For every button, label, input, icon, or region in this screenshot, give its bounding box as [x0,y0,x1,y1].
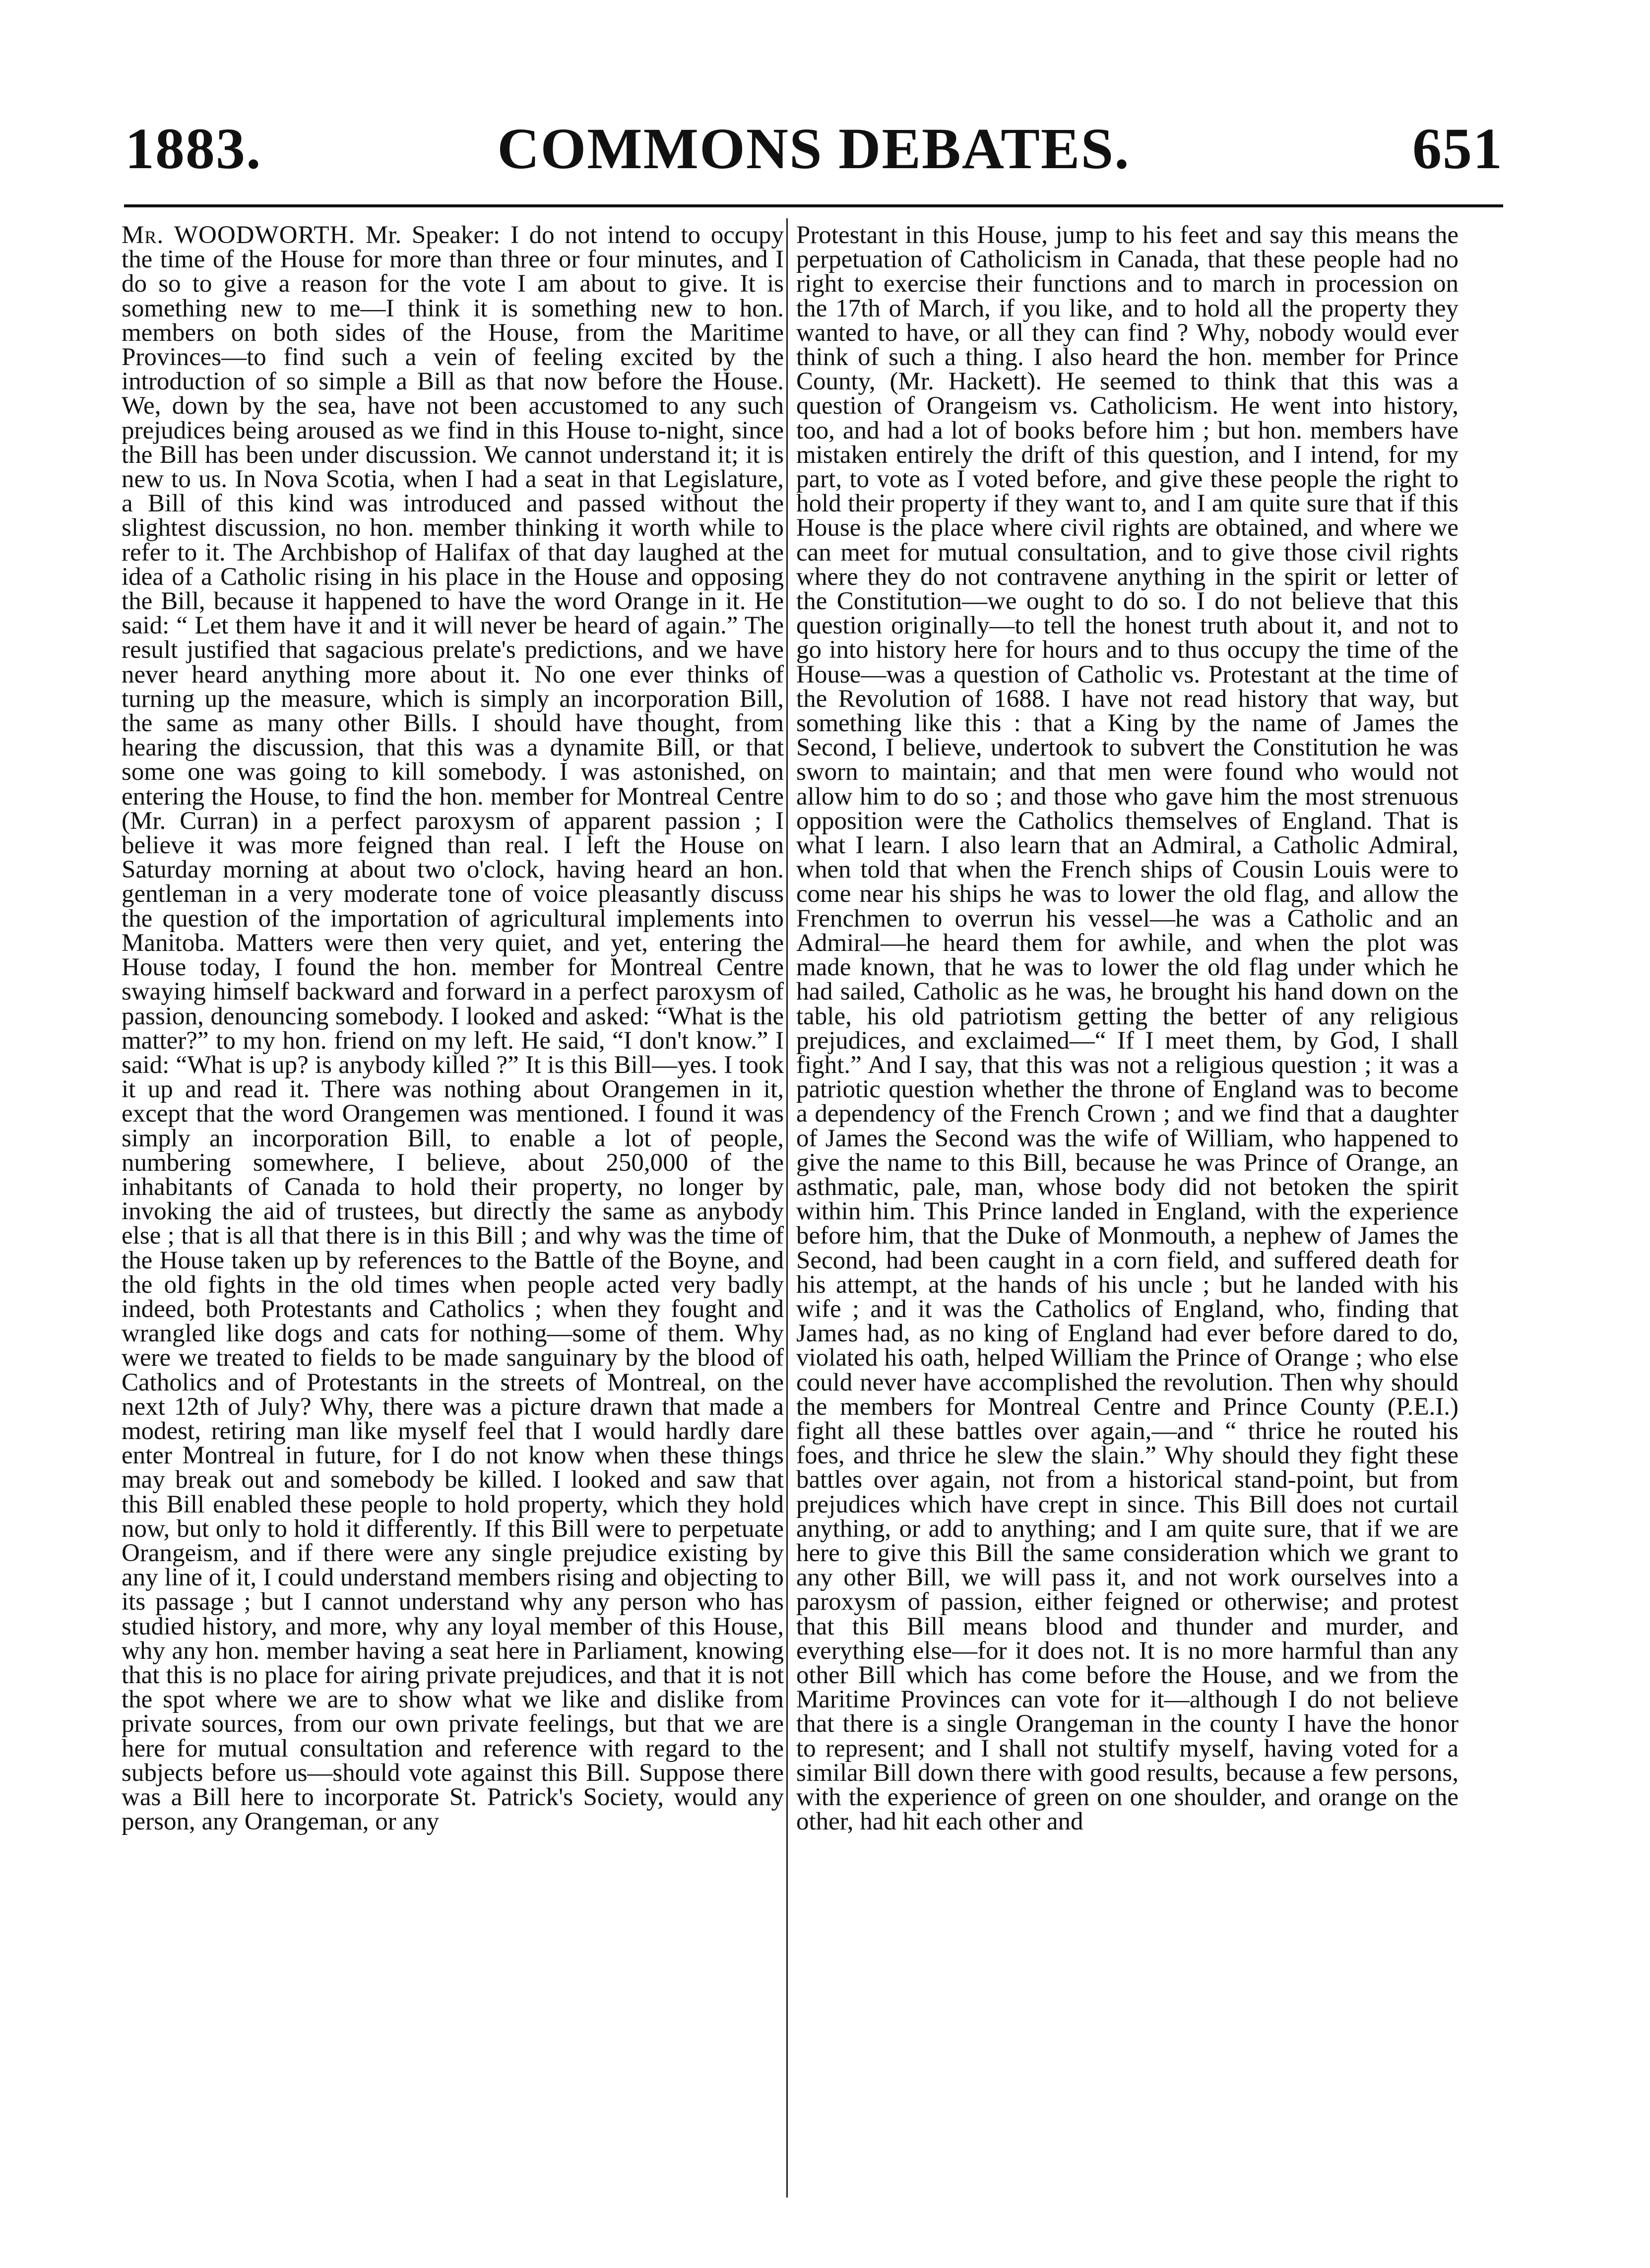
speech-continuation: Protestant in this House, jump to his feet and say this means the perpetuation of Catholicism in Canada, that these people had no right to exercise their functions and to march in procession on the 17th of March, if you like, and to hold all the property they wanted to have, or all they can find ? Why, nobody would ever think of such a thing. I also heard the hon. member for Prince County, (Mr. Hackett). He seemed to think that this was a question of Orangeism vs. Catholicism. He went into history, too, and had a lot of books before him ; but hon. members have mistaken entirely the drift of this question, and I intend, for my part, to vote as I voted before, and give these people the right to hold their property if they want to, and I am quite sure that if this House is the place where civil rights are obtained, and where we can meet for mutual consultation, and to give those civil rights where they do not contravene anything in the spirit or letter of the Constitution—we ought to do so. I do not believe that this question originally—to tell the honest truth about it, and not to go into history here for hours and to thus occupy the time of the House—was a question of Catholic vs. Protestant at the time of the Revolution of 1688. I have not read history that way, but something like this : that a King by the name of James the Second, I believe, undertook to subvert the Constitution he was sworn to maintain; and that men were found who would not allow him to do so ; and those who gave him the most strenuous opposition were the Catholics themselves of England. That is what I learn. I also learn that an Admiral, a Catholic Admiral, when told that when the French ships of Cousin Louis were to come near his ships he was to lower the old flag, and allow the Frenchmen to overrun his vessel—he was a Catholic and an Admiral—he heard them for awhile, and when the plot was made known, that he was to lower the old flag under which he had sailed, Catholic as he was, he brought his hand down on the table, his old patriotism getting the better of any religious prejudices, and exclaimed—“ If I meet them, by God, I shall fight.” And I say, that this was not a religious question ; it was a patriotic question whether the throne of England was to become a dependency of the French Crown ; and we find that a daughter of James the Second was the wife of William, who happened to give the name to this Bill, because he was Prince of Orange, an asthmatic, pale, man, whose body did not betoken the spirit within him. This Prince landed in England, with the experience before him, that the Duke of Monmouth, a nephew of James the Second, had been caught in a corn field, and suffered death for his attempt, at the hands of his uncle ; but he landed with his wife ; and it was the Catholics of England, who, finding that James had, as no king of England had ever before dared to do, violated his oath, helped William the Prince of Orange ; who else could never have accomplished the revolution. Then why should the members for Montreal Centre and Prince County (P.E.I.) fight all these battles over again,—and “ thrice he routed his foes, and thrice he slew the slain.” Why should they fight these battles over again, not from a historical stand-point, but from prejudices which have crept in since. This Bill does not curtail anything, or add to anything; and I am quite sure, that if we are here to give this Bill the same consideration which we grant to any other Bill, we will pass it, and not work ourselves into a paroxysm of passion, either feigned or otherwise; and protest that this Bill means blood and thunder and murder, and everything else—for it does not. It is no more harmful than any other Bill which has come before the House, and we from the Maritime Provinces can vote for it—although I do not believe that there is a single Orangeman in the county I have the honor to represent; and I shall not stultify myself, having voted for a similar Bill down there with good results, because a few persons, with the experience of green on one shoulder, and orange on the other, had hit each other and [796,223,1459,1836]
left-column-text: Mr. Speaker: I do not intend to occupy the time of the House for more than three or four minutes, and I do so to give a reason for the vote I am about to give. It is something new to me—I think it is something new to hon. members on both sides of the House, from the Maritime Provinces—to find such a vein of feeling excited by the introduction of so simple a Bill as that now before the House. We, down by the sea, have not been accustomed to any such prejudices being aroused as we find in this House to-night, since the Bill has been under discussion. We cannot understand it; it is new to us. In Nova Scotia, when I had a seat in that Legislature, a Bill of this kind was introduced and passed without the slightest discussion, no hon. member thinking it worth while to refer to it. The Archbishop of Halifax of that day laughed at the idea of a Catholic rising in his place in the House and opposing the Bill, because it happened to have the word Orange in it. He said: “ Let them have it and it will never be heard of again.” The result justified that sagacious prelate's predictions, and we have never heard anything more about it. No one ever thinks of turning up the measure, which is simply an incorporation Bill, the same as many other Bills. I should have thought, from hearing the discussion, that this was a dynamite Bill, or that some one was going to kill somebody. I was astonished, on entering the House, to find the hon. member for Montreal Centre (Mr. Curran) in a perfect paroxysm of apparent passion ; I believe it was more feigned than real. I left the House on Saturday morning at about two o'clock, having heard an hon. gentleman in a very moderate tone of voice pleasantly discuss the question of the importation of agricultural implements into Manitoba. Matters were then very quiet, and yet, entering the House today, I found the hon. member for Montreal Centre swaying himself backward and forward in a perfect paroxysm of passion, denouncing somebody. I looked and asked: “What is the matter?” to my hon. friend on my left. He said, “I don't know.” I said: “What is up? is anybody killed ?” It is this Bill—yes. I took it up and read it. There was nothing about Orangemen in it, except that the word Orangemen was mentioned. I found it was simply an incorporation Bill, to enable a lot of people, numbering somewhere, I believe, about 250,000 of the inhabitants of Canada to hold their property, no longer by invoking the aid of trustees, but directly the same as anybody else ; that is all that there is in this Bill ; and why was the time of the House taken up by references to the Battle of the Boyne, and the old fights in the old times when people acted very badly indeed, both Protestants and Catholics ; when they fought and wrangled like dogs and cats for nothing—some of them. Why were we treated to fields to be made sanguinary by the blood of Catholics and of Protestants in the streets of Montreal, on the next 12th of July? Why, there was a picture drawn that made a modest, retiring man like myself feel that I would hardly dare enter Montreal in future, for I do not know when these things may break out and somebody be killed. I looked and saw that this Bill enabled these people to hold property, which they hold now, but only to hold it differently. If this Bill were to perpetuate Orangeism, and if there were any single prejudice existing by any line of it, I could understand members rising and objecting to its passage ; but I cannot understand why any person who has studied history, and more, why any loyal member of this House, why any hon. member having a seat here in Parliament, knowing that this is no place for airing private prejudices, and that it is not the spot where we are to show what we like and dislike from private sources, from our own private feelings, but that we are here for mutual consultation and reference with regard to the subjects before us—should vote against this Bill. Suppose there was a Bill here to incorporate St. Patrick's Society, would any person, any Orangeman, or any [122,223,784,1836]
header-year: 1883. [125,116,262,181]
page-header [119,107,1508,189]
right-column [796,223,1459,2200]
speech-paragraph [122,223,784,1834]
header-title: COMMONS DEBATES. [497,116,1130,181]
speaker-name: Mr. WOODWORTH. [122,223,356,249]
column-divider [786,218,788,2198]
header-rule [124,204,1503,207]
header-page-number: 651 [1412,116,1503,181]
left-column [122,223,784,2200]
